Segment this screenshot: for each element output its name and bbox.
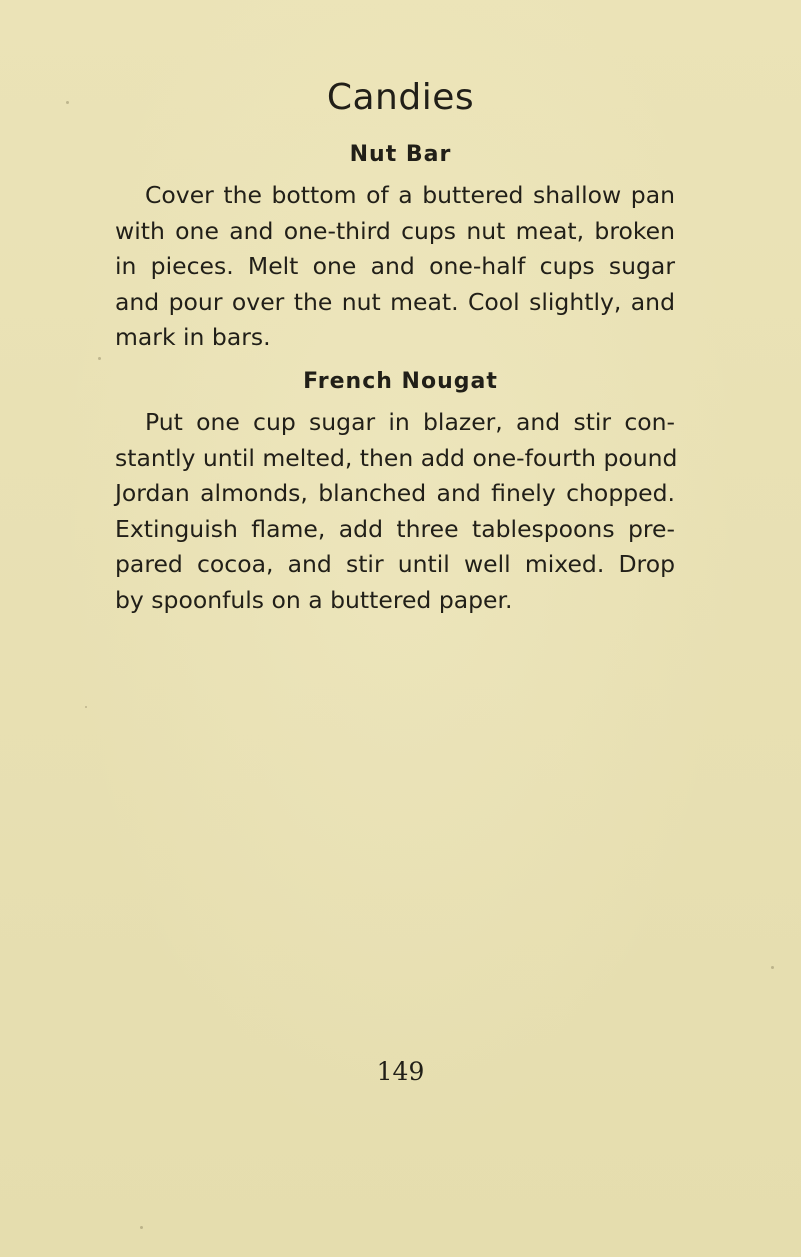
paper-speck [85, 706, 87, 708]
paper-speck [771, 966, 774, 969]
recipe-text-nut-bar [115, 178, 675, 356]
text-line: Cover the bottom of a buttered shallow pan [145, 181, 675, 209]
text-line: Put one cup sugar in blazer, and stir con- [145, 408, 675, 436]
text-line: Jordan almonds, blanched and finely chopped. [115, 479, 675, 507]
text-line: in pieces. Melt one and one-half cups sugar [115, 252, 675, 280]
recipe-text-french-nougat [115, 405, 678, 618]
text-line: by spoonfuls on a buttered paper. [115, 585, 513, 614]
recipe-title-french-nougat: French Nougat [303, 369, 498, 394]
paper-speck [66, 101, 69, 104]
text-line: with one and one-third cups nut meat, broken [115, 216, 675, 245]
paper-speck [98, 357, 101, 360]
running-head: Candies [326, 77, 475, 118]
recipe-title-nut-bar: Nut Bar [349, 142, 452, 167]
text-line: stantly until melted, then add one-fourth pound [115, 443, 678, 472]
page-number: 149 [376, 1057, 425, 1086]
paper-speck [140, 1226, 143, 1229]
text-line: mark in bars. [115, 323, 271, 351]
text-line: pared cocoa, and stir until well mixed. Drop [115, 550, 675, 578]
text-line: and pour over the nut meat. Cool slightly, and [115, 287, 675, 316]
text-line: Extinguish flame, add three tablespoons pre- [115, 514, 675, 543]
